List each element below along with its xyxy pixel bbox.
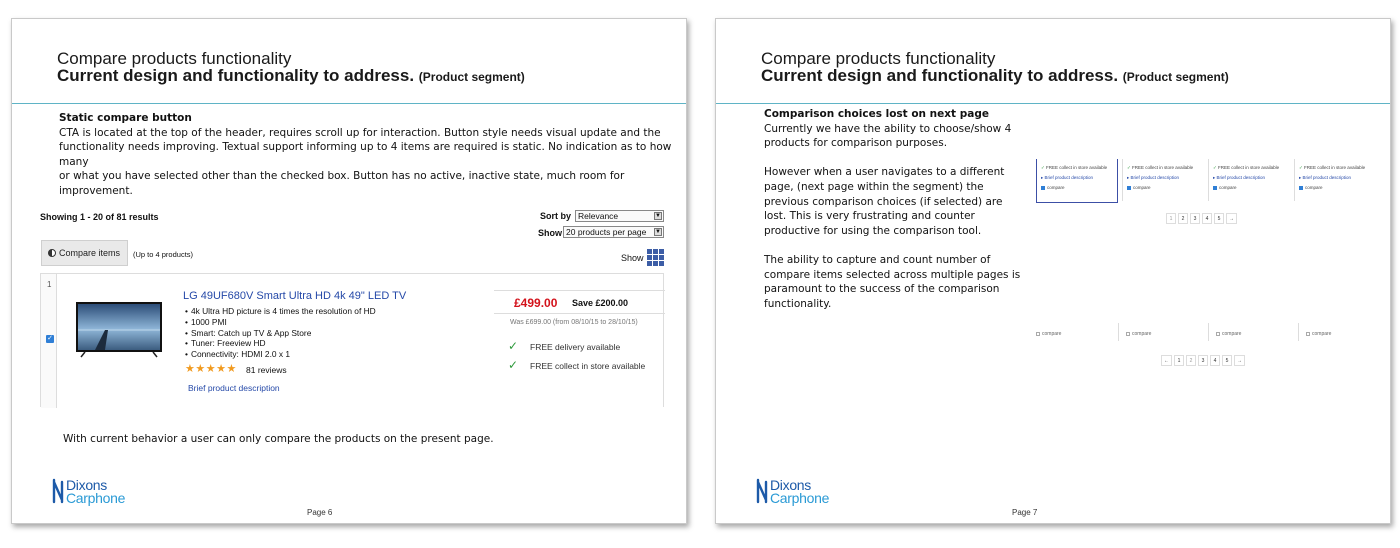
pager-page[interactable]: 2 [1186, 355, 1196, 366]
pager-page[interactable]: 1 [1166, 213, 1176, 224]
item-index: 1 [47, 280, 52, 289]
cell-divider [1118, 323, 1119, 341]
paragraph-line [764, 238, 1024, 253]
mock-collect [1213, 163, 1279, 173]
checkmark-icon: ✓ [1041, 165, 1045, 170]
cell-divider [1122, 159, 1123, 201]
mock-compare[interactable] [1127, 183, 1193, 193]
page-number: Page 7 [1012, 508, 1038, 517]
tv-product-image[interactable] [75, 300, 163, 360]
per-page-select[interactable] [563, 226, 664, 238]
mock-compare[interactable] [1213, 183, 1279, 193]
mock-cell [1213, 163, 1279, 193]
mock-cell [1127, 163, 1193, 193]
brief-description-link[interactable]: Brief product description [188, 383, 280, 393]
slide-subtitle [761, 66, 1229, 86]
title-rule [12, 103, 686, 104]
feature-item: • Connectivity: HDMI 2.0 x 1 [185, 349, 376, 360]
per-page-value: 20 products per page [566, 227, 647, 237]
mock-collect [1299, 163, 1365, 173]
compare-column [41, 274, 57, 408]
compare-checkbox[interactable]: ✓ [47, 335, 53, 342]
product-saving: Save £200.00 [572, 298, 629, 308]
slide-title: Compare products functionality [761, 49, 996, 68]
pager-page[interactable]: 5 [1222, 355, 1232, 366]
checkbox-icon [1306, 332, 1310, 336]
logo-mark-icon [756, 478, 768, 504]
listing-mock-bottom [1036, 323, 1376, 383]
cell-divider [1208, 323, 1209, 341]
pager-next[interactable]: → [1226, 213, 1237, 224]
compare-unchecked[interactable] [1036, 331, 1061, 337]
mock-brief-text: Brief product description [1044, 175, 1094, 180]
paragraph-line: page, (next page within the segment) the [764, 180, 984, 193]
section-heading: Static compare button [59, 112, 192, 124]
listing-mock-top [1036, 159, 1376, 239]
mock-brief-link[interactable]: ▸ Brief product description [1299, 175, 1352, 180]
paragraph-line: CTA is located at the top of the header, requires scroll up for interaction. Button style needs visual update and the [59, 126, 661, 139]
mock-brief-link[interactable]: ▸ Brief product description [1041, 175, 1094, 180]
compare-unchecked[interactable] [1306, 331, 1331, 337]
compare-unchecked[interactable] [1216, 331, 1241, 337]
mock-compare[interactable] [1299, 183, 1365, 193]
mock-brief-text: Brief product description [1302, 175, 1352, 180]
slide-body [59, 111, 679, 199]
product-title-link[interactable]: LG 49UF680V Smart Ultra HD 4k 49" LED TV [183, 290, 407, 302]
pager-page[interactable]: 4 [1210, 355, 1220, 366]
product-listing-screenshot [40, 207, 666, 407]
feature-item: • Smart: Catch up TV & App Store [185, 328, 376, 339]
pager-page[interactable]: 2 [1178, 213, 1188, 224]
checkbox-icon [1299, 186, 1303, 190]
results-count: Showing 1 - 20 of 81 results [40, 212, 159, 222]
pager-next[interactable]: → [1234, 355, 1245, 366]
pager-bottom [1161, 355, 1245, 366]
mock-brief-text: Brief product description [1216, 175, 1266, 180]
logo-text-carphone: Carphone [770, 490, 830, 506]
product-card [40, 273, 664, 407]
cell-divider [1298, 323, 1299, 341]
dixons-carphone-logo [52, 477, 172, 507]
title-rule [716, 103, 1390, 104]
pager-page[interactable]: 4 [1202, 213, 1212, 224]
mock-cell [1041, 163, 1107, 193]
paragraph-line: However when a user navigates to a different [764, 166, 1005, 179]
mock-compare-text: compare [1305, 185, 1323, 190]
show-label: Show [538, 228, 562, 238]
mock-brief-link[interactable]: ▸ Brief product description [1127, 175, 1180, 180]
mock-brief-text: Brief product description [1130, 175, 1180, 180]
paragraph-line: lost. This is very frustrating and counter [764, 210, 975, 223]
product-features [185, 306, 376, 360]
paragraph-line [764, 151, 1024, 166]
checkbox-icon [1126, 332, 1130, 336]
chevron-down-icon: ▼ [655, 229, 661, 235]
pager-page[interactable]: 3 [1190, 213, 1200, 224]
subtitle-segment: (Product segment) [1122, 70, 1229, 84]
compare-text: compare [1132, 331, 1152, 337]
compare-text: compare [1312, 331, 1332, 337]
compare-hint: (Up to 4 products) [133, 250, 194, 259]
slide-subtitle [57, 66, 525, 86]
pager-page[interactable]: 5 [1214, 213, 1224, 224]
slide-page-7 [715, 18, 1391, 524]
paragraph-line: previous comparison choices (if selected) are [764, 195, 1003, 208]
collect-availability: FREE collect in store available [530, 361, 646, 371]
checkbox-icon [1213, 186, 1217, 190]
section-heading: Comparison choices lost on next page [764, 108, 989, 120]
pager-top [1166, 213, 1237, 224]
grid-view-icon[interactable] [647, 249, 664, 266]
checkbox-icon [1216, 332, 1220, 336]
compare-text: compare [1042, 331, 1062, 337]
compare-text: compare [1222, 331, 1242, 337]
paragraph-line: functionality. [764, 297, 832, 310]
footer-note: With current behavior a user can only compare the products on the present page. [63, 433, 494, 445]
subtitle-segment: (Product segment) [418, 70, 525, 84]
mock-compare-text: compare [1133, 185, 1151, 190]
grid-view-label: Show [621, 253, 644, 263]
mock-collect-text: FREE collect in store available [1046, 165, 1108, 170]
mock-compare-text: compare [1219, 185, 1237, 190]
slide-page-6 [11, 18, 687, 524]
was-price: Was £699.00 (from 08/10/15 to 28/10/15) [510, 319, 638, 326]
mock-compare[interactable] [1041, 183, 1107, 193]
feature-item: • 4k Ultra HD picture is 4 times the resolution of HD [185, 306, 376, 317]
mock-brief-link[interactable]: ▸ Brief product description [1213, 175, 1266, 180]
logo-text-carphone: Carphone [66, 490, 126, 506]
slide-body [764, 107, 1024, 311]
checkbox-icon [1036, 332, 1040, 336]
paragraph-line: Currently we have the ability to choose/show 4 [764, 122, 1012, 135]
feature-item: • Tuner: Freeview HD [185, 338, 376, 349]
paragraph-line: productive for using the comparison tool. [764, 224, 982, 237]
mock-collect-text: FREE collect in store available [1132, 165, 1194, 170]
paragraph-line: functionality needs improving. Textual support informing up to 4 items are required is static. No indication as to how many [59, 141, 672, 168]
mock-collect-text: FREE collect in store available [1218, 165, 1280, 170]
checkmark-icon: ✓ [508, 358, 519, 372]
checkmark-icon: ✓ [1213, 165, 1217, 170]
reviews-link[interactable]: 81 reviews [246, 365, 287, 375]
product-price: £499.00 [514, 296, 558, 310]
mock-cell [1299, 163, 1365, 193]
star-rating-icon: ★★★★★ [185, 363, 237, 375]
paragraph-line: paramount to the success of the comparison [764, 283, 1000, 296]
sort-label: Sort by [540, 211, 572, 221]
sort-value: Relevance [578, 211, 619, 221]
logo-mark-icon [52, 478, 64, 504]
mock-collect [1041, 163, 1107, 173]
mock-compare-text: compare [1047, 185, 1065, 190]
price-box [494, 290, 665, 314]
paragraph-line: or what you have selected other than the checked box. Button has no active, inactive state, much room for improvement. [59, 170, 625, 197]
paragraph-line: products for comparison purposes. [764, 137, 948, 150]
pager-prev[interactable]: ← [1161, 355, 1172, 366]
checkbox-icon [1127, 186, 1131, 190]
compare-button-label: Compare items [59, 248, 121, 258]
sort-select[interactable] [575, 210, 664, 222]
checkmark-icon: ✓ [1299, 165, 1303, 170]
paragraph-line: compare items selected across multiple pages is [764, 268, 1021, 281]
delivery-availability: FREE delivery available [530, 342, 621, 352]
logo-text-dixons: Dixons [770, 477, 811, 493]
logo-text-dixons: Dixons [66, 477, 107, 493]
checkmark-icon: ✓ [508, 339, 519, 353]
compare-unchecked[interactable] [1126, 331, 1151, 337]
checkbox-icon [1041, 186, 1045, 190]
pager-page[interactable]: 3 [1198, 355, 1208, 366]
cell-divider [1294, 159, 1295, 201]
mock-collect-text: FREE collect in store available [1304, 165, 1366, 170]
compare-items-button[interactable] [41, 240, 128, 266]
subtitle-text: Current design and functionality to address. [761, 66, 1119, 85]
subtitle-text: Current design and functionality to address. [57, 66, 415, 85]
paragraph-line: The ability to capture and count number of [764, 253, 991, 266]
chevron-down-icon: ▼ [655, 213, 661, 219]
half-circle-icon [48, 249, 56, 257]
feature-item: • 1000 PMI [185, 317, 376, 328]
page-number: Page 6 [307, 508, 333, 517]
checkmark-icon: ✓ [1127, 165, 1131, 170]
mock-collect [1127, 163, 1193, 173]
pager-page[interactable]: 1 [1174, 355, 1184, 366]
dixons-carphone-logo [756, 477, 876, 507]
cell-divider [1208, 159, 1209, 201]
slide-title: Compare products functionality [57, 49, 292, 68]
